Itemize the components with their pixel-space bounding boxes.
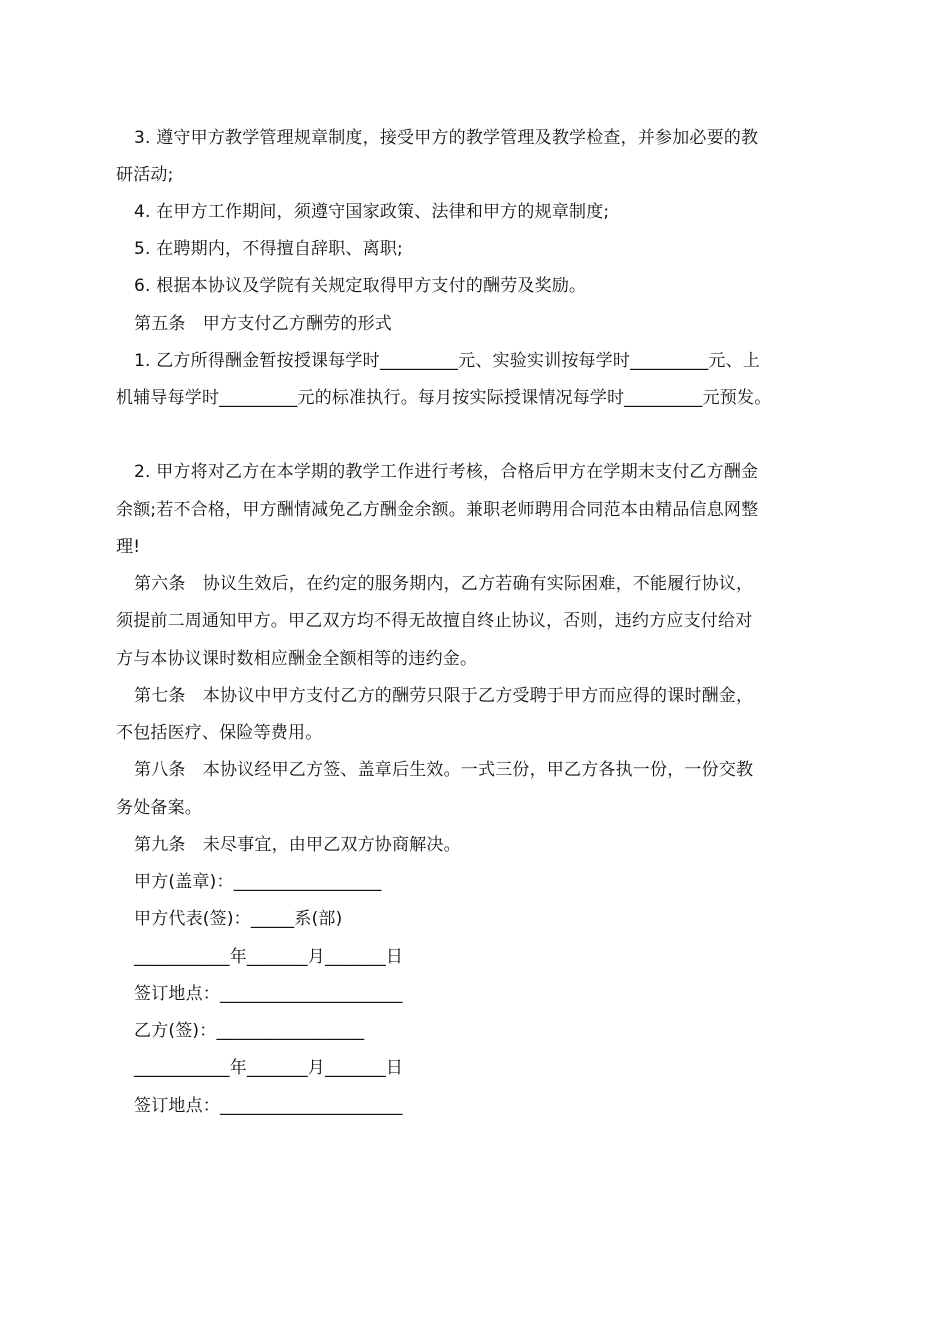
- location-field: 签订地点：_____________________: [134, 1096, 403, 1116]
- text-line: 1. 乙方所得酬金暂按授课每学时_________元、实验实训按每学时_________元、上: [134, 351, 761, 371]
- section-heading: 第五条 甲方支付乙方酬劳的形式: [134, 314, 392, 334]
- location-field: 签订地点：_____________________: [134, 984, 403, 1004]
- text-line: 4. 在甲方工作期间，须遵守国家政策、法律和甲方的规章制度;: [134, 202, 610, 222]
- text-line: 机辅导每学时_________元的标准执行。每月按实际授课情况每学时_________元预发。: [116, 388, 772, 408]
- section-heading: 第九条 未尽事宜，由甲乙双方协商解决。: [134, 835, 461, 855]
- signature-field: 乙方(签)：_________________: [134, 1021, 365, 1041]
- text-line: 理!: [116, 537, 141, 557]
- section-heading: 第八条 本协议经甲乙方签、盖章后生效。一式三份，甲乙方各执一份，一份交教: [134, 760, 754, 780]
- section-heading: 第七条 本协议中甲方支付乙方的酬劳只限于乙方受聘于甲方而应得的课时酬金，: [134, 686, 754, 706]
- date-field: ___________年_______月_______日: [134, 1058, 404, 1078]
- section-heading: 第六条 协议生效后，在约定的服务期内，乙方若确有实际困难，不能履行协议，: [134, 574, 754, 594]
- signature-field: 甲方代表(签)：_____系(部): [134, 909, 343, 929]
- text-line: 3. 遵守甲方教学管理规章制度，接受甲方的教学管理及教学检查，并参加必要的教: [134, 128, 759, 148]
- date-field: ___________年_______月_______日: [134, 947, 404, 967]
- text-line: 须提前二周通知甲方。甲乙双方均不得无故擅自终止协议，否则，违约方应支付给对: [116, 611, 753, 631]
- text-line: 6. 根据本协议及学院有关规定取得甲方支付的酬劳及奖励。: [134, 276, 587, 296]
- text-line: 方与本协议课时数相应酬金全额相等的违约金。: [116, 649, 478, 669]
- text-line: 余额;若不合格，甲方酬情减免乙方酬金余额。兼职老师聘用合同范本由精品信息网整: [116, 500, 759, 520]
- text-line: 2. 甲方将对乙方在本学期的教学工作进行考核，合格后甲方在学期末支付乙方酬金: [134, 462, 759, 482]
- text-line: 不包括医疗、保险等费用。: [116, 723, 323, 743]
- text-line: 务处备案。: [116, 798, 202, 818]
- signature-field: 甲方(盖章)：_________________: [134, 872, 382, 892]
- text-line: 5. 在聘期内，不得擅自辞职、离职;: [134, 239, 403, 259]
- text-line: 研活动;: [116, 165, 174, 185]
